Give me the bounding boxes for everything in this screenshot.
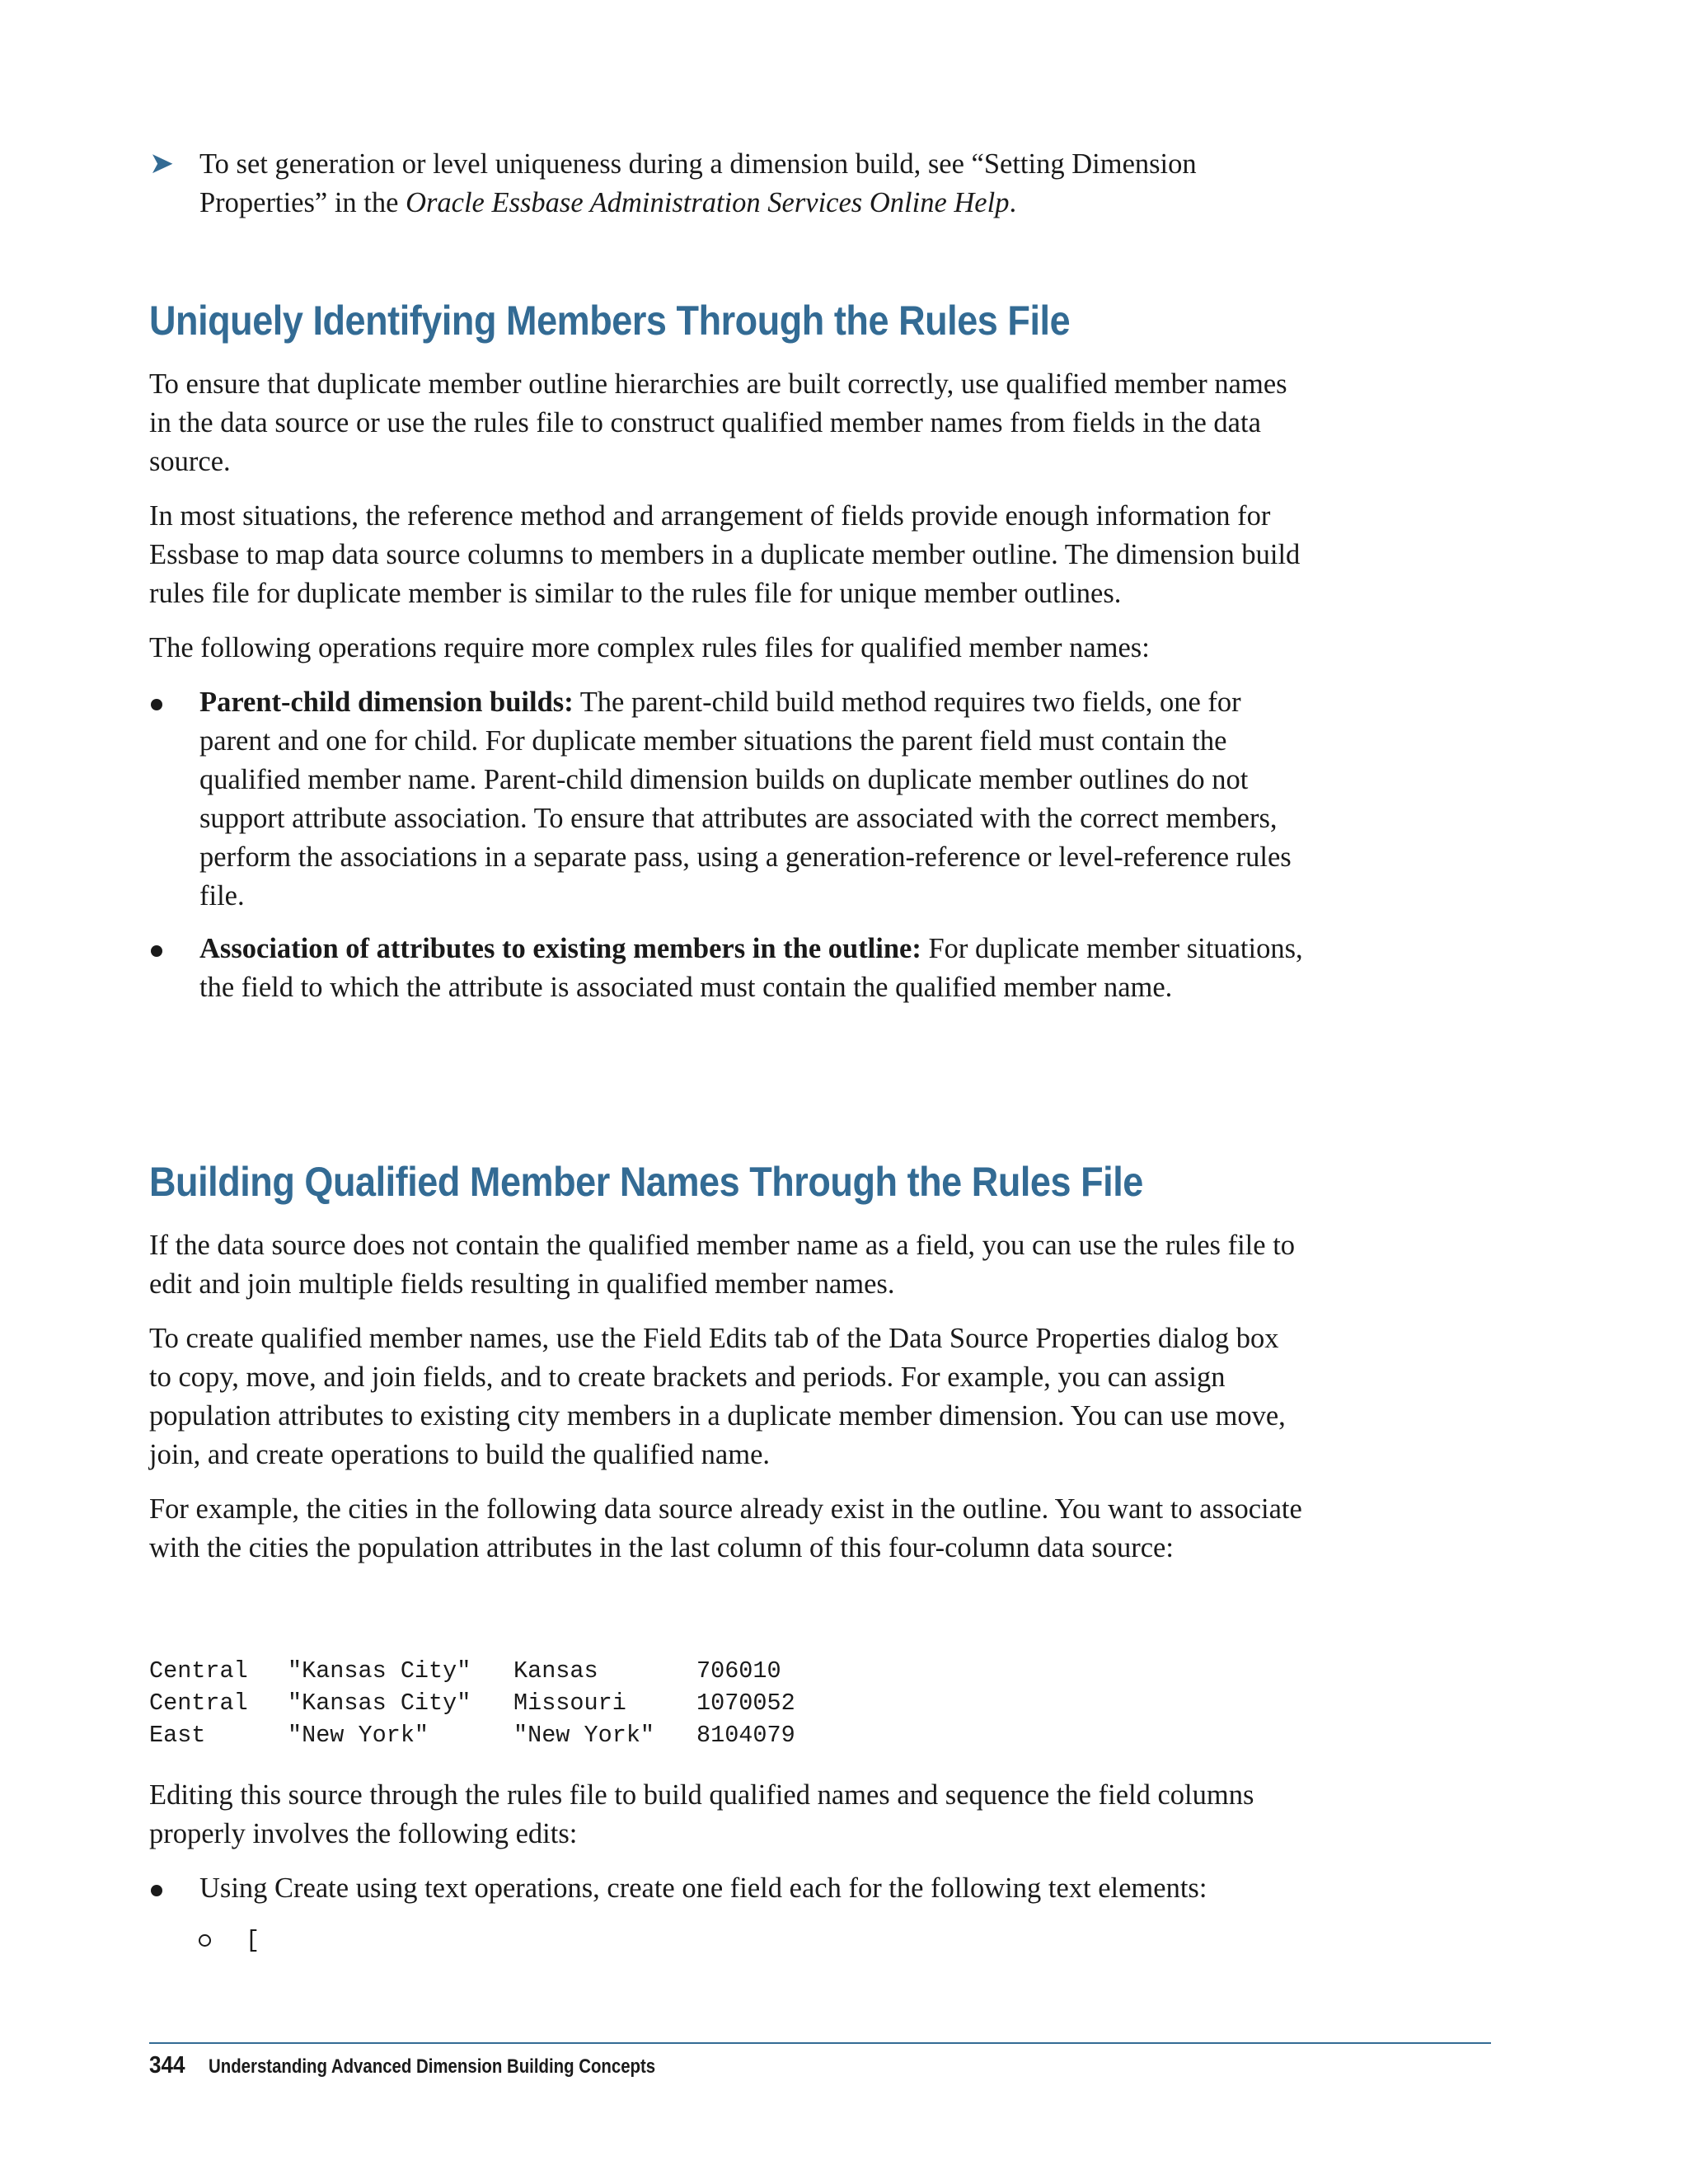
- list-item: [149, 930, 1303, 1007]
- sub-item-text: [: [246, 1927, 260, 1954]
- paragraph: The following operations require more complex rules files for qualified member names:: [149, 632, 1150, 663]
- procedure-step: [149, 145, 1303, 223]
- bullet-list: [149, 1869, 1303, 1908]
- paragraph: To create qualified member names, use the Field Edits tab of the Data Source Properties dialog box to copy, move, and join fields, and to create brackets and periods. For example, you can assign population attributes to existing city members in a duplicate member dimension. You can use move, join, and create operations to build the qualified name.: [149, 1323, 1286, 1470]
- paragraph: Editing this source through the rules file to build qualified names and sequence the field columns properly involves the following edits:: [149, 1779, 1254, 1849]
- section1-body: [149, 365, 1303, 1021]
- sub-list-item: [199, 1927, 260, 1954]
- section2-body: [149, 1226, 1303, 1583]
- bullet-term: Association of attributes to existing members in the outline:: [199, 933, 921, 964]
- page-footer: [149, 2052, 734, 2079]
- bullet-text: Using Create using text operations, create one field each for the following text elements:: [199, 1872, 1207, 1904]
- chapter-title: Understanding Advanced Dimension Building Concepts: [209, 2055, 656, 2078]
- bullet-icon: [151, 699, 162, 710]
- paragraph: In most situations, the reference method and arrangement of fields provide enough information for Essbase to map data source columns to members in a duplicate member outline. The dimension build rules file for duplicate member is similar to the rules file for unique member outlines.: [149, 500, 1301, 609]
- circle-bullet-icon: [199, 1934, 211, 1947]
- section-heading-unique: Uniquely Identifying Members Through the Rules File: [149, 298, 1071, 344]
- footer-divider: [149, 2042, 1491, 2044]
- help-reference: Oracle Essbase Administration Services Online Help: [406, 187, 1010, 218]
- paragraph: To ensure that duplicate member outline hierarchies are built correctly, use qualified member names in the data source or use the rules file to construct qualified member names from fields in the data source.: [149, 368, 1287, 477]
- code-sample: [149, 1655, 795, 1751]
- bullet-list: [149, 683, 1303, 1007]
- section-heading-qualified: Building Qualified Member Names Through the Rules File: [149, 1159, 1143, 1205]
- procedure-text: To set generation or level uniqueness during a dimension build, see “Setting Dimension Properties” in the Oracle Essbase Administration Services Online Help.: [199, 148, 1197, 218]
- paragraph: If the data source does not contain the qualified member name as a field, you can use the rules file to edit and join multiple fields resulting in qualified member names.: [149, 1230, 1296, 1300]
- bullet-term: Parent-child dimension builds:: [199, 687, 574, 718]
- bullet-text: The parent-child build method requires two fields, one for parent and one for child. For duplicate member situations the parent field must contain the qualified member name. Parent-child dimension builds on duplicate member outlines do not support attribute association. To ensure that attributes are associated with the correct members, perform the associations in a separate pass, using a generation-reference or level-reference rules file.: [199, 687, 1292, 912]
- bullet-text: For duplicate member situations, the field to which the attribute is associated must contain the qualified member name.: [199, 933, 1303, 1003]
- section2-after-code: [149, 1776, 1303, 1922]
- paragraph: For example, the cities in the following data source already exist in the outline. You want to associate with the cities the population attributes in the last column of this four-column data source:: [149, 1493, 1302, 1563]
- page-number: 344: [149, 2052, 185, 2079]
- code-row: East "New York" "New York" 8104079: [149, 1722, 795, 1749]
- bullet-icon: [151, 1885, 162, 1896]
- bullet-icon: [151, 945, 162, 957]
- list-item: [149, 683, 1303, 916]
- code-row: Central "Kansas City" Kansas 706010: [149, 1657, 781, 1685]
- list-item: [149, 1869, 1303, 1908]
- code-row: Central "Kansas City" Missouri 1070052: [149, 1690, 795, 1717]
- arrow-icon: ➤: [149, 147, 175, 180]
